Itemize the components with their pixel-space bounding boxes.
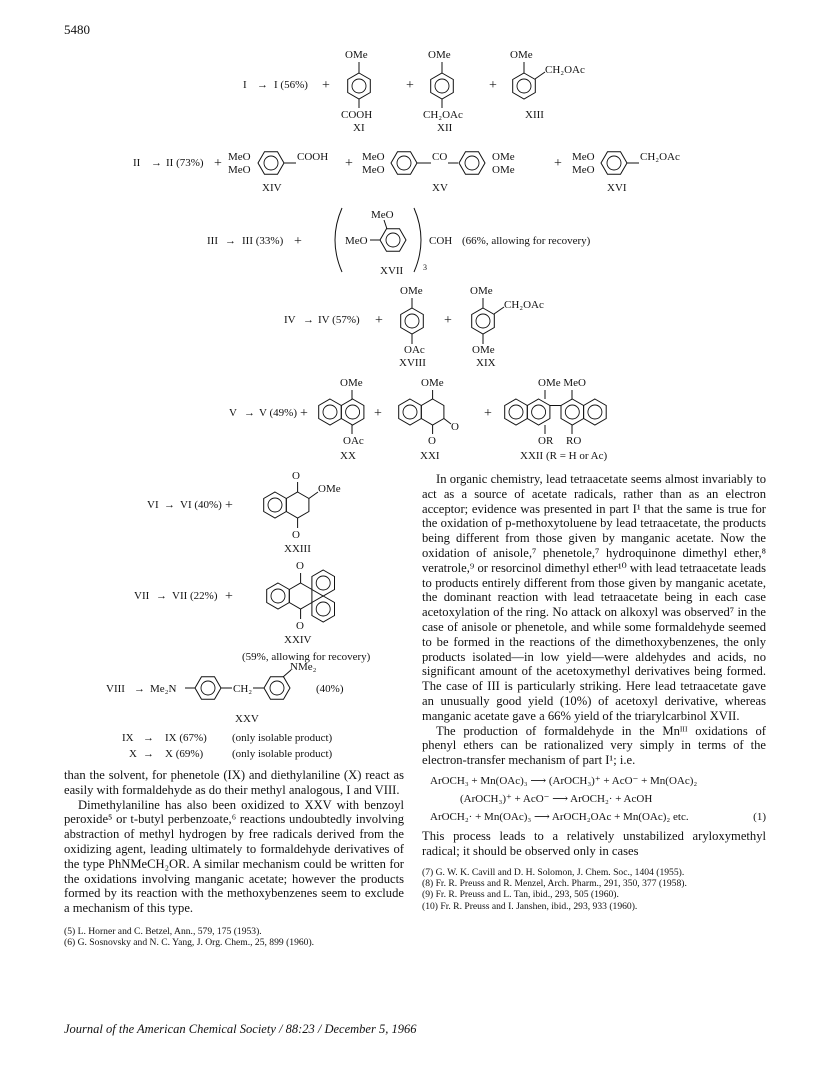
equation-number: (1) xyxy=(753,810,766,823)
journal-footer: Journal of the American Chemical Society / 88:23 / December 5, 1966 xyxy=(64,1022,417,1036)
r5-arrow: → xyxy=(244,407,255,419)
r6-plus: + xyxy=(225,498,233,513)
left-paragraph-2: Dimethylaniline has also been oxidized to XXV with benzoyl peroxide⁵ or t-butyl perbenzoate,⁶ reactions undoubtedly involving abstraction of methyl hydrogen by free radicals derived from the oxidizing agent, leading ultimately to formaldehyde derivatives of the type PhNMeCH₂OR. A similar mechanism could be written for the oxidations involving manganic acetate; however the products formed by its reaction with the methoxybenzenes seem to exclude a mechanism of this type. xyxy=(64,797,404,916)
r7-arrow: → xyxy=(156,590,167,602)
right-column xyxy=(422,472,766,912)
ring-xii xyxy=(431,73,454,99)
ring-xxiv-a xyxy=(267,583,290,609)
left-paragraph-1: than the solvent, for phenetole (IX) and diethylaniline (X) react as easily with formaldehyde as do their methyl analogous, I and VIII. xyxy=(64,768,404,797)
label-xii: XII xyxy=(437,122,453,134)
label-xiii: XIII xyxy=(525,109,544,121)
xvi-ch2oac: CH₂OAc xyxy=(640,151,680,163)
label-xix: XIX xyxy=(476,357,496,369)
xxiv-top: O xyxy=(296,560,304,572)
label-xiv: XIV xyxy=(262,182,282,194)
left-references xyxy=(64,926,404,949)
xiii-top: OMe xyxy=(510,49,533,61)
xxii-ro: RO xyxy=(566,435,582,447)
r2-plus-3: + xyxy=(554,156,562,171)
r7-lhs: VII xyxy=(134,590,150,602)
xvii-meo-ortho: MeO xyxy=(371,209,394,221)
xii-bottom: CH₂OAc xyxy=(423,109,463,121)
r5-lhs: V xyxy=(229,407,237,419)
equation-line-2: (ArOCH₃)⁺ + AcO⁻ ⟶ ArOCH₂· + AcOH xyxy=(460,792,653,805)
scheme-3 xyxy=(207,208,591,277)
ring-xxiii-a xyxy=(264,492,287,518)
reference-7: (7) G. W. K. Cavill and D. H. Solomon, J. Chem. Soc., 1404 (1955). xyxy=(422,866,685,878)
xxiii-bottom: O xyxy=(292,529,300,541)
scheme-6 xyxy=(147,470,341,555)
label-xx: XX xyxy=(340,450,356,462)
r3-lhs: III xyxy=(207,235,218,247)
r2-plus-2: + xyxy=(345,156,353,171)
r8-nme2: NMe₂ xyxy=(290,661,317,673)
ring-xxii-d xyxy=(584,399,607,425)
r2-plus: + xyxy=(214,156,222,171)
ring-xv-a xyxy=(391,152,417,175)
r8-lhs: VIII xyxy=(106,683,125,695)
xv-ome2: OMe xyxy=(492,164,515,176)
r4-product: IV (57%) xyxy=(318,314,360,326)
right-references xyxy=(422,867,766,913)
ring-xxii-a xyxy=(505,399,528,425)
r3-product: III (33%) xyxy=(242,235,284,247)
xii-top: OMe xyxy=(428,49,451,61)
r9-product: IX (67%) xyxy=(165,732,207,744)
label-xxii: XXII (R = H or Ac) xyxy=(520,450,608,462)
r6-arrow: → xyxy=(164,499,175,511)
r3-arrow: → xyxy=(225,235,236,247)
ring-xxi-a xyxy=(399,399,422,425)
equation-line-3 xyxy=(430,808,766,826)
r4-plus-2: + xyxy=(444,313,452,328)
ring-xxiv-d xyxy=(312,596,335,622)
label-xvii: XVII xyxy=(380,265,404,277)
r4-plus: + xyxy=(375,313,383,328)
equation-block xyxy=(422,772,766,826)
label-xviii: XVIII xyxy=(399,357,426,369)
r5-plus-3: + xyxy=(484,406,492,421)
r8-me2n: Me₂N xyxy=(150,683,177,695)
r4-arrow: → xyxy=(303,314,314,326)
reference-5: (5) L. Horner and C. Betzel, Ann., 579, 175 (1953). xyxy=(64,925,262,937)
xxi-bottom: O xyxy=(428,435,436,447)
label-xxiii: XXIII xyxy=(284,543,311,555)
r5-plus-2: + xyxy=(374,406,382,421)
scheme-1 xyxy=(243,49,585,134)
r7-note: (59%, allowing for recovery) xyxy=(242,651,371,663)
reference-6: (6) G. Sosnovsky and N. C. Yang, J. Org. Chem., 25, 899 (1960). xyxy=(64,937,315,949)
xiii-side: CH₂OAc xyxy=(545,64,585,76)
label-xxv: XXV xyxy=(235,713,259,725)
scheme-4 xyxy=(284,285,544,369)
r1-arrow: → xyxy=(257,79,268,91)
reference-9: (9) Fr. R. Preuss and L. Tan, ibid., 293, 505 (1960). xyxy=(422,889,619,901)
ring-xi xyxy=(348,73,371,99)
ring-xix xyxy=(472,308,495,334)
xix-bottom: OMe xyxy=(472,344,495,356)
ring-xv-b xyxy=(459,152,485,175)
xi-top: OMe xyxy=(345,49,368,61)
r8-arrow: → xyxy=(134,683,145,695)
r10-note: (only isolable product) xyxy=(232,748,333,760)
xv-ome1: OMe xyxy=(492,151,515,163)
scheme-2 xyxy=(133,151,680,194)
r1-lhs: I xyxy=(243,79,247,91)
xxiii-top: O xyxy=(292,470,300,482)
r8-ch2: CH₂ xyxy=(233,683,253,695)
xvi-meo2: MeO xyxy=(572,164,595,176)
xvii-meo: MeO xyxy=(345,235,368,247)
ring-xxv-b xyxy=(264,677,290,700)
scheme-7 xyxy=(134,560,371,663)
scheme-5 xyxy=(229,377,607,462)
xiv-cooh: COOH xyxy=(297,151,329,163)
r6-product: VI (40%) xyxy=(180,499,222,511)
xvi-meo1: MeO xyxy=(572,151,595,163)
r1-plus-2: + xyxy=(406,78,414,93)
ring-xxiv-c xyxy=(312,570,335,596)
r10-product: X (69%) xyxy=(165,748,204,760)
xxi-side: O xyxy=(451,421,459,433)
xv-co: CO xyxy=(432,151,448,163)
r3-plus: + xyxy=(294,234,302,249)
label-xxiv: XXIV xyxy=(284,634,312,646)
ring-xviii xyxy=(401,308,424,334)
r1-plus-3: + xyxy=(489,78,497,93)
r9-note: (only isolable product) xyxy=(232,732,333,744)
r6-lhs: VI xyxy=(147,499,159,511)
xviii-top: OMe xyxy=(400,285,423,297)
r7-product: VII (22%) xyxy=(172,590,218,602)
xv-meo1: MeO xyxy=(362,151,385,163)
reference-8: (8) Fr. R. Preuss and R. Menzel, Arch. Pharm., 291, 350, 377 (1958). xyxy=(422,877,687,889)
r3-note: (66%, allowing for recovery) xyxy=(462,235,591,247)
xiv-meo2: MeO xyxy=(228,164,251,176)
r2-arrow: → xyxy=(151,157,162,169)
equation-line-3-text: ArOCH₂· + Mn(OAc)₃ ⟶ ArOCH₂OAc + Mn(OAc)₂ etc. xyxy=(430,810,689,823)
r4-lhs: IV xyxy=(284,314,296,326)
reference-10: (10) Fr. R. Preuss and I. Janshen, ibid., 293, 933 (1960). xyxy=(422,900,638,912)
ring-xvii xyxy=(380,229,406,252)
xix-side: CH₂OAc xyxy=(504,299,544,311)
r7-plus: + xyxy=(225,589,233,604)
r5-product: V (49%) xyxy=(259,407,297,419)
xxii-or: OR xyxy=(538,435,554,447)
xvii-coh: COH xyxy=(429,235,453,247)
ring-xx-a xyxy=(319,399,342,425)
r9-arrow: → xyxy=(143,732,154,744)
xxiii-side: OMe xyxy=(318,483,341,495)
r9-lhs: IX xyxy=(122,732,134,744)
xxii-top: OMe MeO xyxy=(538,377,586,389)
right-paragraph-3: This process leads to a relatively unstabilized aryloxymethyl radical; it should be observed only in cases xyxy=(422,828,766,858)
xxi-top: OMe xyxy=(421,377,444,389)
scheme-8 xyxy=(106,661,344,725)
ring-xvi xyxy=(601,152,627,175)
ring-xxii-c xyxy=(561,399,584,425)
ring-xiv xyxy=(258,152,284,175)
equation-line-1: ArOCH₃ + Mn(OAc)₃ ⟶ (ArOCH₃)⁺ + AcO⁻ + Mn(OAc)₂ xyxy=(430,774,698,787)
ring-xxv-a xyxy=(195,677,221,700)
r1-product: I (56%) xyxy=(274,79,308,91)
xi-bottom: COOH xyxy=(341,109,373,121)
page-number: 5480 xyxy=(64,22,90,37)
r2-product: II (73%) xyxy=(166,157,204,169)
xix-top: OMe xyxy=(470,285,493,297)
label-xi: XI xyxy=(353,122,365,134)
r10-lhs: X xyxy=(129,748,137,760)
scheme-9-10 xyxy=(122,732,333,760)
xv-meo2: MeO xyxy=(362,164,385,176)
label-xv: XV xyxy=(432,182,448,194)
label-xvi: XVI xyxy=(607,182,627,194)
xiv-meo1: MeO xyxy=(228,151,251,163)
ring-xxii-b xyxy=(527,399,550,425)
ring-xx-b xyxy=(341,399,364,425)
xvii-sub3: 3 xyxy=(423,263,427,272)
xxiv-bottom: O xyxy=(296,620,304,632)
r1-plus: + xyxy=(322,78,330,93)
xx-top: OMe xyxy=(340,377,363,389)
right-paragraph-2: The production of formaldehyde in the Mnᴵᴵᴵ oxidations of phenyl ethers can be rationalized very simply in terms of the electron-transfer mechanism of part I¹; i.e. xyxy=(422,723,766,768)
xviii-bottom: OAc xyxy=(404,344,425,356)
xx-bottom: OAc xyxy=(343,435,364,447)
r5-plus: + xyxy=(300,406,308,421)
right-paragraph-1: In organic chemistry, lead tetraacetate seems almost invariably to act as a source of acetate radicals, rather than as an electron acceptor; evidence was presented in part I¹ that the same is true for the oxidation of p-methoxytoluene by lead tetraacetate, the products being different from those given by manganic acetate. Now the oxidation of anisole,⁷ phenetole,⁷ hydroquinone dimethyl ether,⁸ veratrole,⁹ or resorcinol dimethyl ether¹⁰ with lead tetraacetate leads to products entirely different from those given by manganic acetate, the dominant reaction with lead tetraacetate being in each case acetoxylation of the ring. No attack on alkoxyl was observed⁷ in the case of anisole or phenetole, and while some formaldehyde seemed to be formed in the reactions of the dimethoxybenzenes, the only products isolated—in low yield—were aldehydes and acids, no significant amount of the acetoxymethyl derivatives being formed. The case of III is particularly striking. Here lead tetraacetate gave an unusually good yield (10%) of acetoxyl derivative, whereas manganic acetate gave a 66% yield of the triarylcarbinol XVII. xyxy=(422,472,766,723)
r8-yield: (40%) xyxy=(316,683,344,695)
r10-arrow: → xyxy=(143,748,154,760)
left-column xyxy=(64,768,404,949)
label-xxi: XXI xyxy=(420,450,440,462)
r2-lhs: II xyxy=(133,157,141,169)
ring-xiii xyxy=(513,73,536,99)
